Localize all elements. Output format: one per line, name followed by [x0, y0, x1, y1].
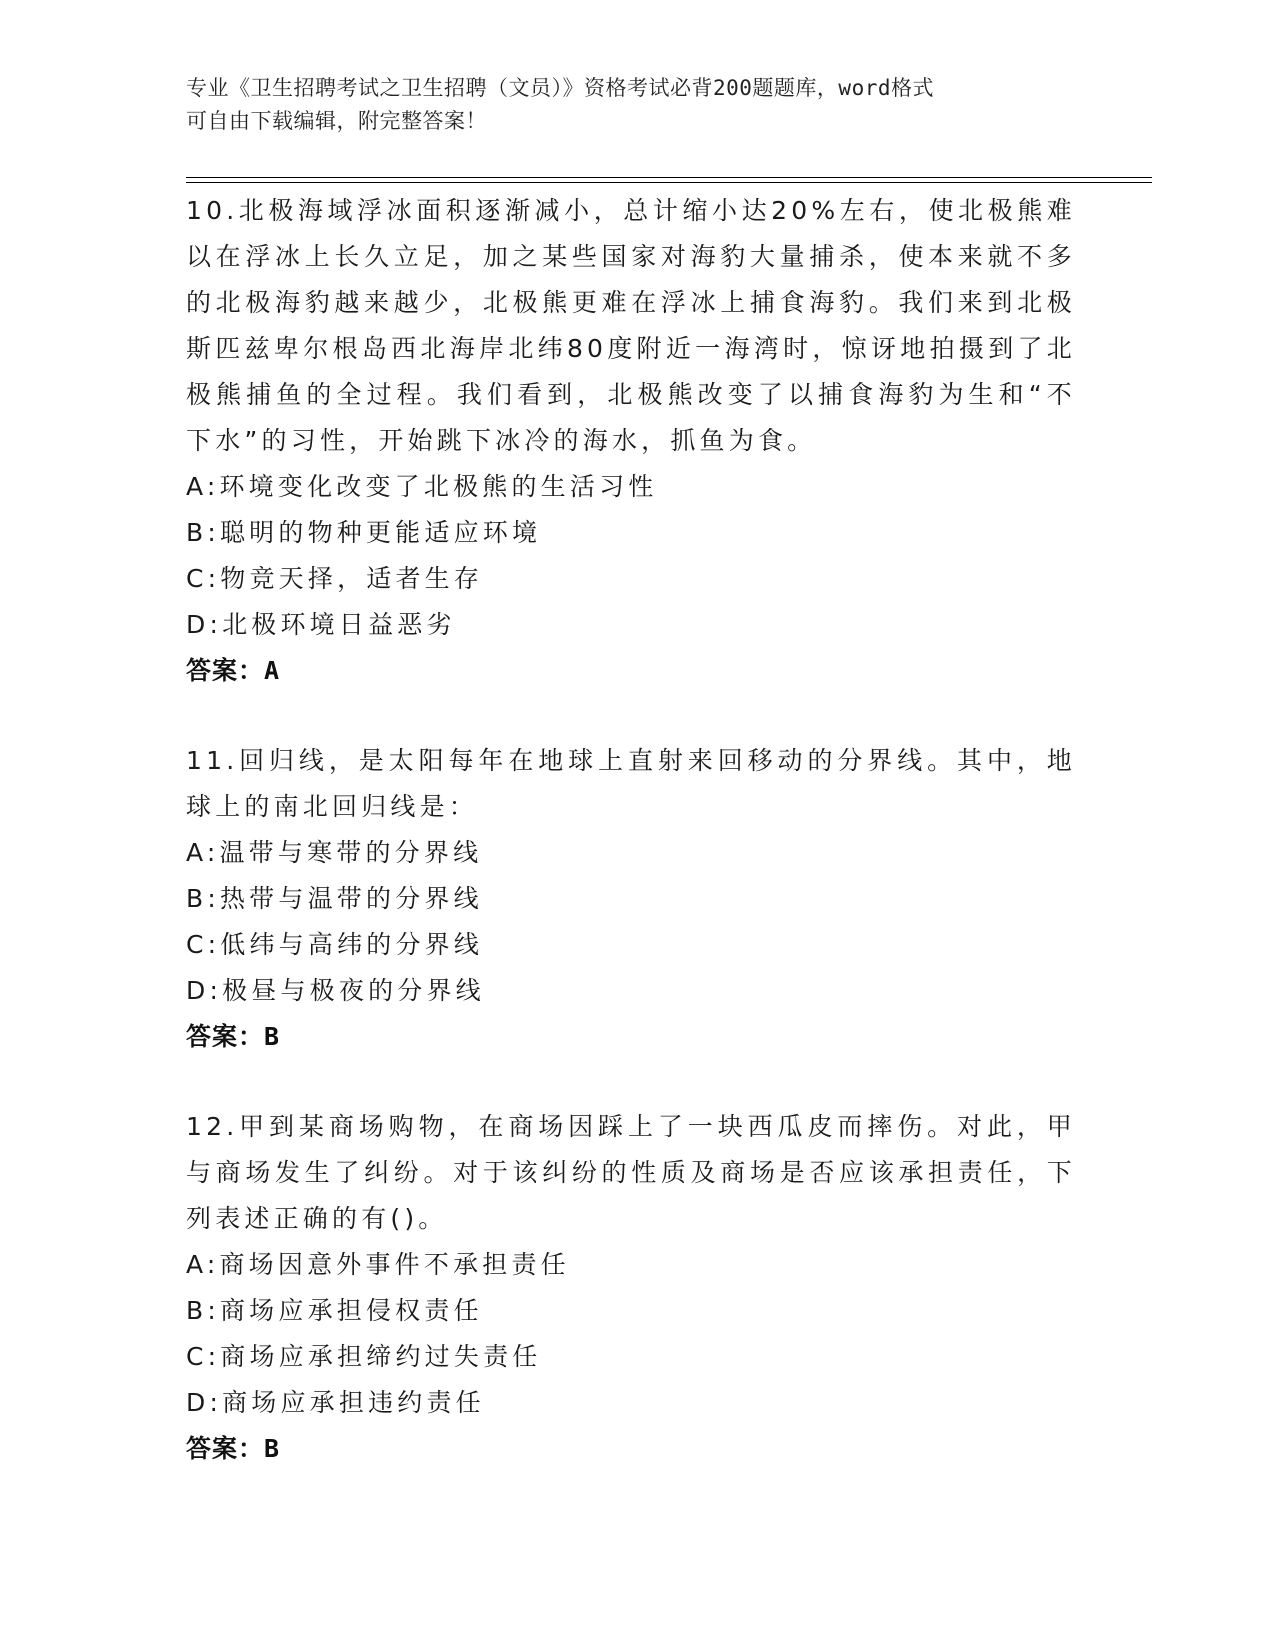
- option-c: C:低纬与高纬的分界线: [186, 930, 484, 959]
- answer-line: 答案：A: [186, 656, 281, 685]
- question-list: [186, 188, 1076, 1472]
- answer-line: 答案：B: [186, 1022, 281, 1051]
- option-list: [186, 464, 1076, 648]
- option-b: B:商场应承担侵权责任: [186, 1296, 483, 1325]
- option-b: B:热带与温带的分界线: [186, 884, 483, 913]
- option-d: D:北极环境日益恶劣: [186, 610, 456, 639]
- option-b: B:聪明的物种更能适应环境: [186, 518, 542, 547]
- option-c: C:物竞天择，适者生存: [186, 564, 484, 593]
- question-12: [186, 1104, 1076, 1472]
- question-stem: 10.北极海域浮冰面积逐渐减小，总计缩小达20%左右，使北极熊难以在浮冰上长久立足，加之某些国家对海豹大量捕杀，使本来就不多的北极海豹越来越少，北极熊更难在浮冰上捕食海豹。我们来到北极斯匹兹卑尔根岛西北海岸北纬80度附近一海湾时，惊讶地拍摄到了北极熊捕鱼的全过程。我们看到，北极熊改变了以捕食海豹为生和“不下水”的习性，开始跳下冰冷的海水，抓鱼为食。: [186, 196, 1076, 455]
- answer-line: 答案：B: [186, 1434, 281, 1463]
- header-divider-bottom: [186, 182, 1152, 183]
- option-list: [186, 1242, 1076, 1426]
- question-stem: 12.甲到某商场购物，在商场因踩上了一块西瓜皮而摔伤。对此，甲与商场发生了纠纷。对于该纠纷的性质及商场是否应该承担责任，下列表述正确的有()。: [186, 1112, 1076, 1233]
- option-a: A:商场因意外事件不承担责任: [186, 1250, 570, 1279]
- option-d: D:极昼与极夜的分界线: [186, 976, 485, 1005]
- question-10: [186, 188, 1076, 694]
- option-d: D:商场应承担违约责任: [186, 1388, 485, 1417]
- page-header: [186, 72, 1066, 138]
- option-list: [186, 830, 1076, 1014]
- header-title-line-1: 专业《卫生招聘考试之卫生招聘（文员）》资格考试必背200题题库，word格式: [186, 76, 934, 100]
- question-stem: 11.回归线，是太阳每年在地球上直射来回移动的分界线。其中，地球上的南北回归线是：: [186, 746, 1076, 821]
- question-11: [186, 738, 1076, 1060]
- header-title-line-2: 可自由下载编辑，附完整答案！: [186, 109, 487, 133]
- option-c: C:商场应承担缔约过失责任: [186, 1342, 542, 1371]
- option-a: A:温带与寒带的分界线: [186, 838, 483, 867]
- header-divider-top: [186, 177, 1152, 178]
- option-a: A:环境变化改变了北极熊的生活习性: [186, 472, 658, 501]
